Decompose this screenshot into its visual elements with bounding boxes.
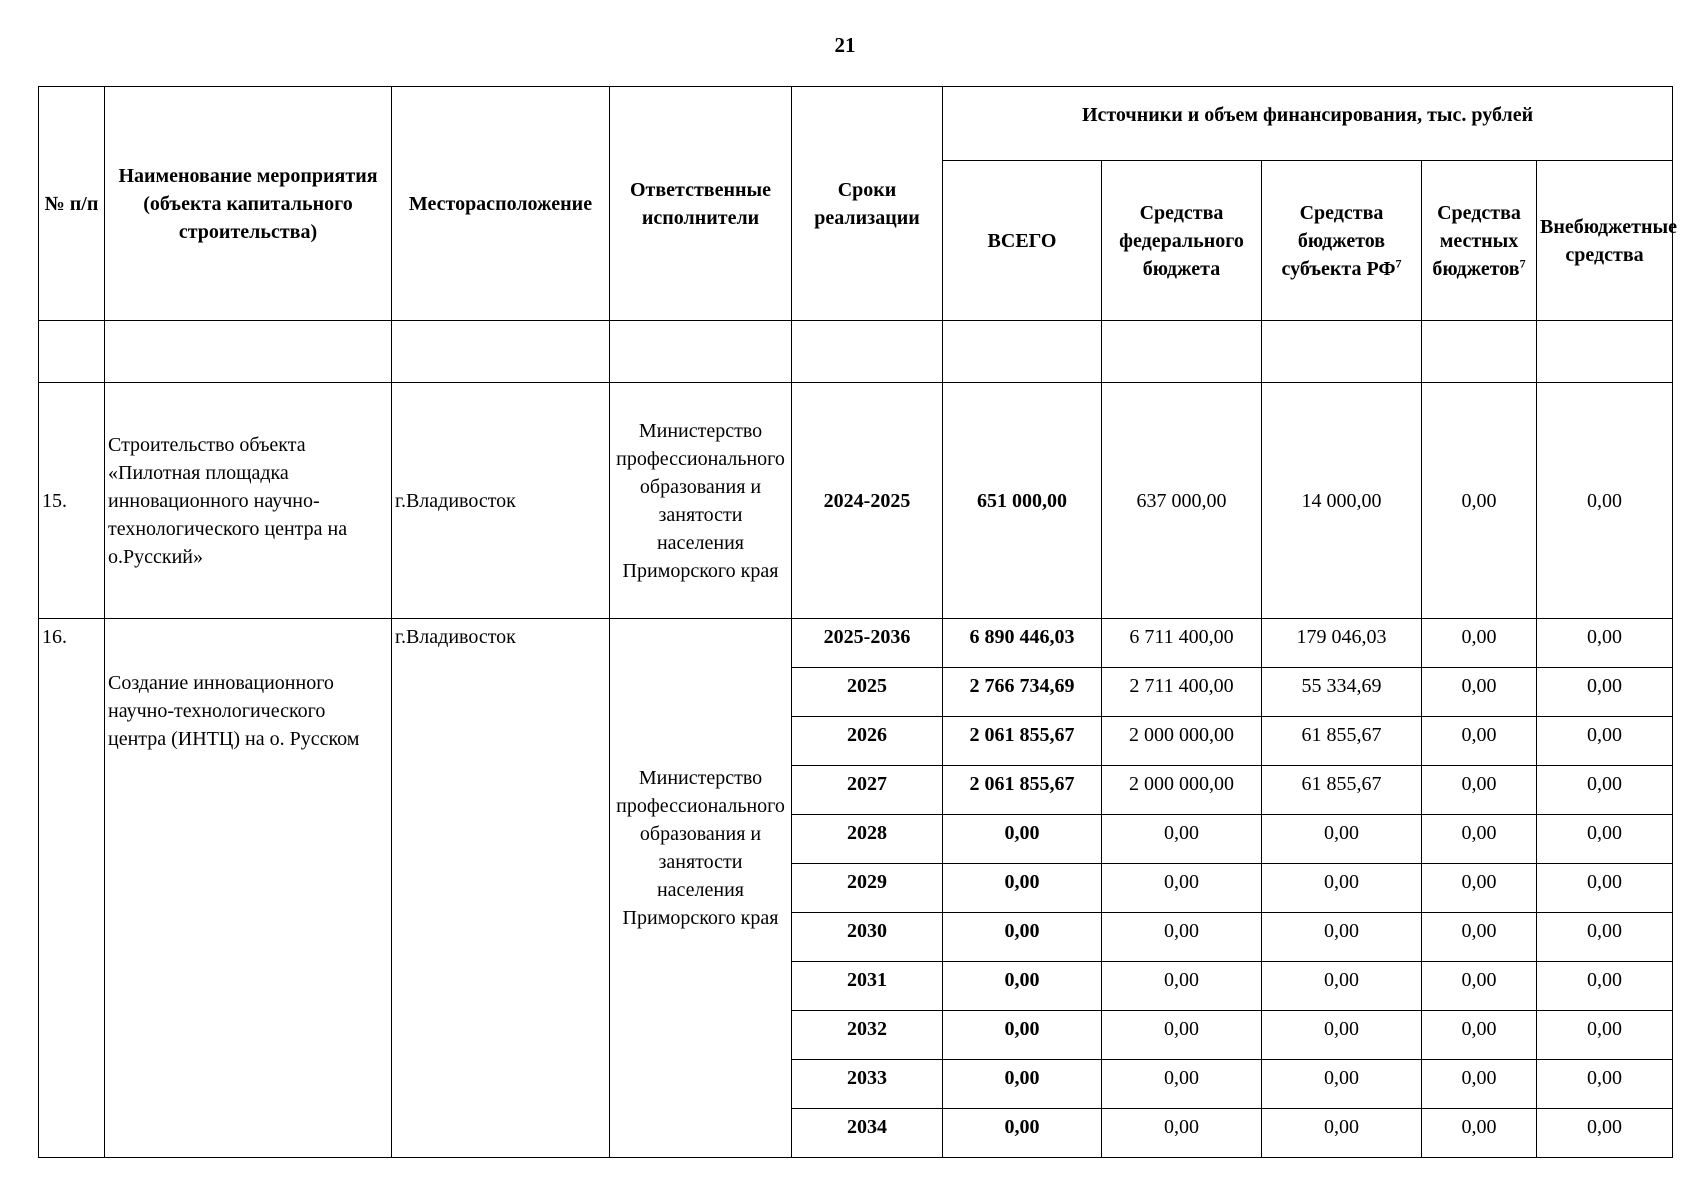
row15-num: 15.: [39, 383, 105, 619]
year-offbudget: 0,00: [1537, 815, 1673, 864]
year-total: 0,00: [943, 864, 1102, 913]
footnote-mark: 7: [1395, 255, 1402, 270]
row16-location: г.Владивосток: [392, 619, 610, 1158]
year-total: 2 061 855,67: [943, 717, 1102, 766]
funding-table: [38, 86, 1677, 1158]
header-federal: Средства федерального бюджета: [1102, 161, 1262, 321]
year-regional: 0,00: [1262, 962, 1422, 1011]
year-local: 0,00: [1422, 766, 1537, 815]
row16-local: 0,00: [1422, 619, 1537, 668]
year-total: 2 061 855,67: [943, 766, 1102, 815]
year-local: 0,00: [1422, 1109, 1537, 1158]
year-total: 0,00: [943, 1109, 1102, 1158]
year-local: 0,00: [1422, 717, 1537, 766]
row16-offbudget: 0,00: [1537, 619, 1673, 668]
year-period: 2030: [792, 913, 943, 962]
header-responsible: Ответственные исполнители: [610, 87, 792, 321]
row16-total: 6 890 446,03: [943, 619, 1102, 668]
header-local: [1422, 161, 1537, 321]
row15-total: 651 000,00: [943, 383, 1102, 619]
row16-num: 16.: [39, 619, 105, 1158]
row16-name: Создание инновационного научно-технологического центра (ИНТЦ) на о. Русском: [105, 619, 392, 1158]
year-regional: 55 334,69: [1262, 668, 1422, 717]
year-offbudget: 0,00: [1537, 1060, 1673, 1109]
year-total: 0,00: [943, 962, 1102, 1011]
year-offbudget: 0,00: [1537, 766, 1673, 815]
year-total: 0,00: [943, 1011, 1102, 1060]
year-offbudget: 0,00: [1537, 1109, 1673, 1158]
header-funding: Источники и объем финансирования, тыс. рублей: [943, 87, 1673, 161]
year-local: 0,00: [1422, 1011, 1537, 1060]
header-row-1: [39, 87, 1673, 161]
header-local-label: Средства местных бюджетов: [1432, 201, 1521, 280]
year-period: 2029: [792, 864, 943, 913]
year-local: 0,00: [1422, 913, 1537, 962]
year-offbudget: 0,00: [1537, 717, 1673, 766]
header-period: Сроки реализации: [792, 87, 943, 321]
year-offbudget: 0,00: [1537, 1011, 1673, 1060]
year-total: 0,00: [943, 913, 1102, 962]
year-local: 0,00: [1422, 815, 1537, 864]
year-period: 2034: [792, 1109, 943, 1158]
year-regional: 0,00: [1262, 1011, 1422, 1060]
year-local: 0,00: [1422, 668, 1537, 717]
header-location: Месторасположение: [392, 87, 610, 321]
year-federal: 0,00: [1102, 1011, 1262, 1060]
header-total: ВСЕГО: [943, 161, 1102, 321]
year-period: 2026: [792, 717, 943, 766]
row15-local: 0,00: [1422, 383, 1537, 619]
year-local: 0,00: [1422, 1060, 1537, 1109]
row15-federal: 637 000,00: [1102, 383, 1262, 619]
row15-location: г.Владивосток: [392, 383, 610, 619]
table-row-16: [39, 619, 1673, 668]
year-period: 2031: [792, 962, 943, 1011]
row16-regional: 179 046,03: [1262, 619, 1422, 668]
year-regional: 0,00: [1262, 1060, 1422, 1109]
empty-row: [39, 321, 1673, 383]
year-period: 2033: [792, 1060, 943, 1109]
year-federal: 0,00: [1102, 864, 1262, 913]
row15-regional: 14 000,00: [1262, 383, 1422, 619]
year-federal: 0,00: [1102, 1109, 1262, 1158]
row15-period: 2024-2025: [792, 383, 943, 619]
row15-name: Строительство объекта «Пилотная площадка инновационного научно-технологического центра на о.Русский»: [105, 383, 392, 619]
year-federal: 0,00: [1102, 913, 1262, 962]
year-regional: 0,00: [1262, 815, 1422, 864]
year-regional: 0,00: [1262, 1109, 1422, 1158]
year-regional: 0,00: [1262, 913, 1422, 962]
year-local: 0,00: [1422, 864, 1537, 913]
year-federal: 2 711 400,00: [1102, 668, 1262, 717]
year-period: 2025: [792, 668, 943, 717]
year-period: 2032: [792, 1011, 943, 1060]
year-federal: 0,00: [1102, 815, 1262, 864]
row16-federal: 6 711 400,00: [1102, 619, 1262, 668]
year-offbudget: 0,00: [1537, 864, 1673, 913]
year-period: 2028: [792, 815, 943, 864]
year-federal: 2 000 000,00: [1102, 766, 1262, 815]
year-regional: 0,00: [1262, 864, 1422, 913]
header-offbudget: Внебюджетные средства: [1537, 161, 1673, 321]
year-regional: 61 855,67: [1262, 717, 1422, 766]
row16-period: 2025-2036: [792, 619, 943, 668]
year-offbudget: 0,00: [1537, 962, 1673, 1011]
year-federal: 2 000 000,00: [1102, 717, 1262, 766]
header-regional-label: Средства бюджетов субъекта РФ: [1281, 201, 1396, 280]
year-regional: 61 855,67: [1262, 766, 1422, 815]
year-total: 2 766 734,69: [943, 668, 1102, 717]
row15-responsible: Министерство профессионального образования и занятости населения Приморского края: [610, 383, 792, 619]
header-num: № п/п: [39, 87, 105, 321]
footnote-mark: 7: [1519, 255, 1526, 270]
page-number: 21: [834, 33, 856, 57]
header-name: Наименование мероприятия (объекта капитального строительства): [105, 87, 392, 321]
table-row-15: [39, 383, 1673, 619]
year-federal: 0,00: [1102, 962, 1262, 1011]
header-regional: [1262, 161, 1422, 321]
row15-offbudget: 0,00: [1537, 383, 1673, 619]
year-offbudget: 0,00: [1537, 913, 1673, 962]
year-total: 0,00: [943, 815, 1102, 864]
year-local: 0,00: [1422, 962, 1537, 1011]
year-offbudget: 0,00: [1537, 668, 1673, 717]
year-total: 0,00: [943, 1060, 1102, 1109]
year-period: 2027: [792, 766, 943, 815]
year-federal: 0,00: [1102, 1060, 1262, 1109]
row16-responsible: Министерство профессионального образования и занятости населения Приморского края: [610, 619, 792, 1158]
